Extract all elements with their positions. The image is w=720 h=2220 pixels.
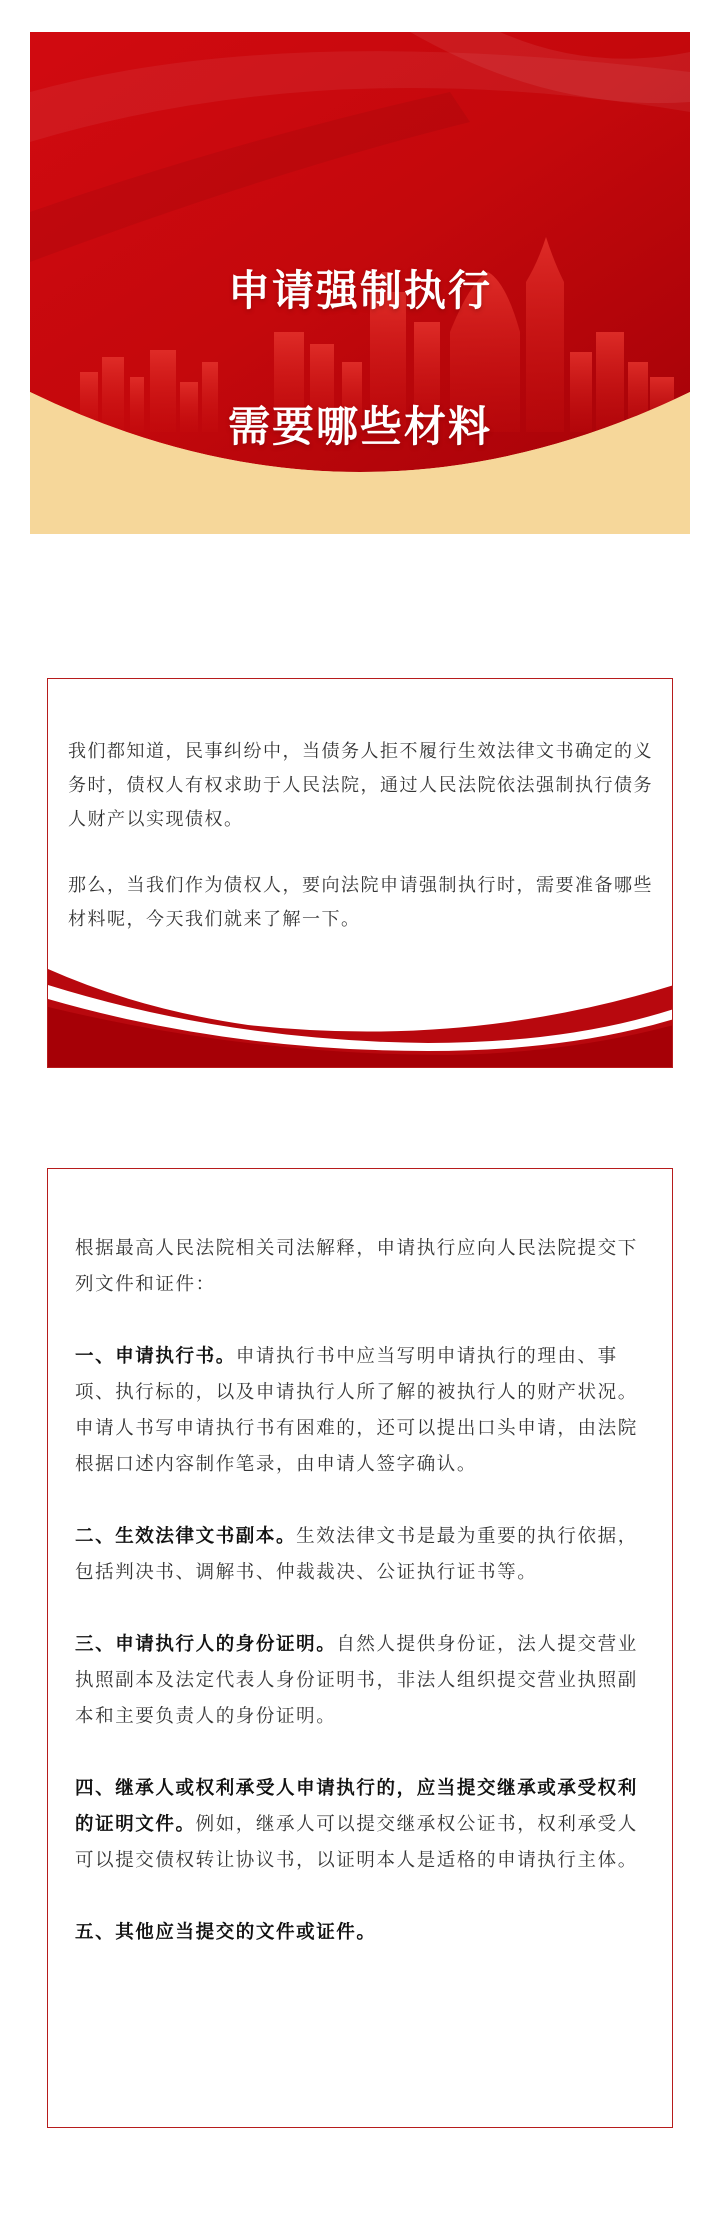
material-item-heading: 一、申请执行书。 [75,1346,236,1367]
material-item [75,1627,649,1735]
intro-wave-decoration [48,959,673,1068]
material-item-body: 生效法律文书是最为重要的执行依据，包括判决书、调解书、仲裁裁决、公证执行证书等。 [75,1526,638,1583]
material-item [75,1339,649,1483]
intro-card [47,678,673,1068]
materials-card [47,1168,673,2128]
material-item-body: 自然人提供身份证，法人提交营业执照副本及法定代表人身份证明书，非法人组织提交营业执照副本和主要负责人的身份证明。 [75,1634,638,1727]
material-item-heading: 四、继承人或权利承受人申请执行的，应当提交继承或承受权利的证明文件。 [75,1778,638,1835]
materials-lead: 根据最高人民法院相关司法解释，申请执行应向人民法院提交下列文件和证件： [75,1238,638,1295]
header-banner [30,32,690,534]
material-item [75,1915,649,1951]
material-item-heading: 三、申请执行人的身份证明。 [75,1634,337,1655]
material-item [75,1519,649,1591]
material-item-body: 申请执行书中应当写明申请执行的理由、事项、执行标的，以及申请执行人所了解的被执行人的财产状况。申请人书写申请执行书有困难的，还可以提出口头申请，由法院根据口述内容制作笔录，由申请人签字确认。 [75,1346,638,1475]
banner-title-line2: 需要哪些材料 [227,402,492,451]
material-item-heading: 五、其他应当提交的文件或证件。 [75,1922,377,1943]
material-item [75,1771,649,1879]
materials-content [75,1231,649,1987]
material-item-body: 例如，继承人可以提交继承权公证书，权利承受人可以提交债权转让协议书，以证明本人是适格的申请执行主体。 [75,1814,638,1871]
intro-paragraph-1: 我们都知道，民事纠纷中，当债务人拒不履行生效法律文书确定的义务时，债权人有权求助于人民法院，通过人民法院依法强制执行债务人财产以实现债权。 [68,741,653,830]
banner-title-line1: 申请强制执行 [227,266,492,315]
intro-paragraph-2: 那么，当我们作为债权人，要向法院申请强制执行时，需要准备哪些材料呢，今天我们就来了解一下。 [68,875,653,930]
material-item-heading: 二、生效法律文书副本。 [75,1526,297,1547]
